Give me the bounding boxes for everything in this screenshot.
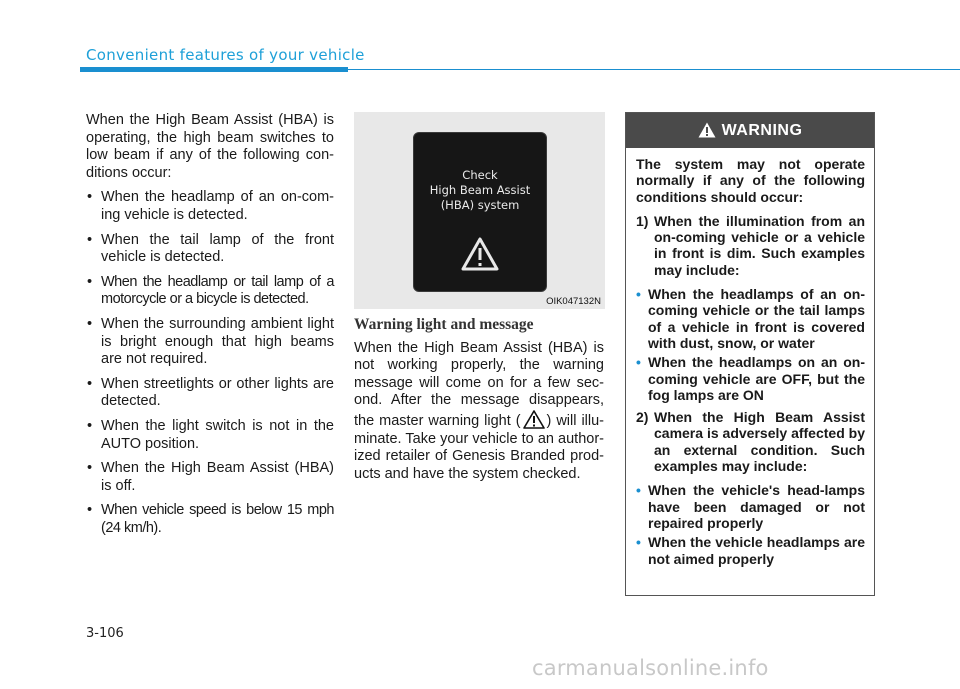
warning-box [625, 112, 875, 596]
item-text: When the High Beam Assist camera is adversely affected by an external condition. Such examples may include: [654, 409, 865, 475]
list-item: • When streetlights or other lights are detected. [86, 376, 334, 411]
list-item: • When the light switch is not in the AUTO position. [86, 418, 334, 453]
watermark: carmanualsonline.info [532, 656, 769, 680]
list-item: • When the High Beam Assist (HBA) is off. [86, 460, 334, 495]
list-item: • When the tail lamp of the front vehicle is detected. [86, 232, 334, 267]
warning-triangle-icon [460, 236, 500, 272]
warning-header [626, 113, 874, 148]
item-number: 2) [636, 409, 649, 426]
paragraph-text: When the High Beam Assist (HBA) is not working properly, the warning message will come on for a few sec-ond. After the message disappears, the master warning light ( [354, 339, 604, 429]
list-item: • When the vehicle's head-lamps have been damaged or not repaired properly [636, 482, 865, 531]
list-item: • When the headlamp or tail lamp of a motorcycle or a bicycle is detected. [86, 274, 334, 309]
condition-list [86, 189, 334, 537]
warning-intro: The system may not operate normally if any of the following conditions should occur: [636, 156, 865, 205]
warning-light-paragraph [354, 340, 604, 484]
header-accent-bar [80, 67, 348, 72]
cluster-message-line: Check [462, 168, 498, 182]
warning-triangle-icon [698, 122, 716, 138]
numbered-item [636, 409, 865, 474]
item-text: When the illumination from an on-coming vehicle or a vehicle in front is dim. Such examples may include: [654, 212, 865, 278]
intro-paragraph: When the High Beam Assist (HBA) is operating, the high beam switches to low beam if any of the following con-ditions occur: [86, 112, 334, 181]
page-number: 3-106 [86, 626, 124, 641]
figure-code: OIK047132N [546, 296, 601, 307]
cluster-message [414, 168, 546, 213]
left-column [86, 112, 334, 544]
numbered-item [636, 213, 865, 278]
section-title: Convenient features of your vehicle [86, 46, 365, 64]
header-rule [348, 69, 960, 70]
master-warning-icon [523, 410, 545, 429]
cluster-message-line: High Beam Assist [429, 183, 531, 197]
cluster-message-figure [354, 112, 605, 309]
warning-body [626, 148, 874, 567]
list-item: • When vehicle speed is below 15 mph (24 km/h). [86, 502, 334, 537]
middle-column [354, 316, 604, 483]
list-item: • When the headlamp of an on-com-ing vehicle is detected. [86, 189, 334, 224]
item-number: 1) [636, 212, 649, 229]
list-item: • When the headlamps on an on-coming vehicle are OFF, but the fog lamps are ON [636, 354, 865, 403]
warning-title: WARNING [721, 122, 803, 139]
cluster-display [413, 132, 547, 292]
cluster-message-line: (HBA) system [440, 198, 520, 212]
paragraph-text: ) will illu-minate. Take your vehicle to an author-ized retailer of Genesis Branded prod-ucts and have the system checked. [354, 412, 604, 482]
subsection-heading: Warning light and message [354, 316, 534, 333]
list-item: • When the headlamps of an on-coming vehicle or the tail lamps of a vehicle in front is covered with dust, snow, or water [636, 286, 865, 351]
list-item: • When the surrounding ambient light is bright enough that high beams are not required. [86, 316, 334, 369]
list-item: • When the vehicle headlamps are not aimed properly [636, 534, 865, 567]
